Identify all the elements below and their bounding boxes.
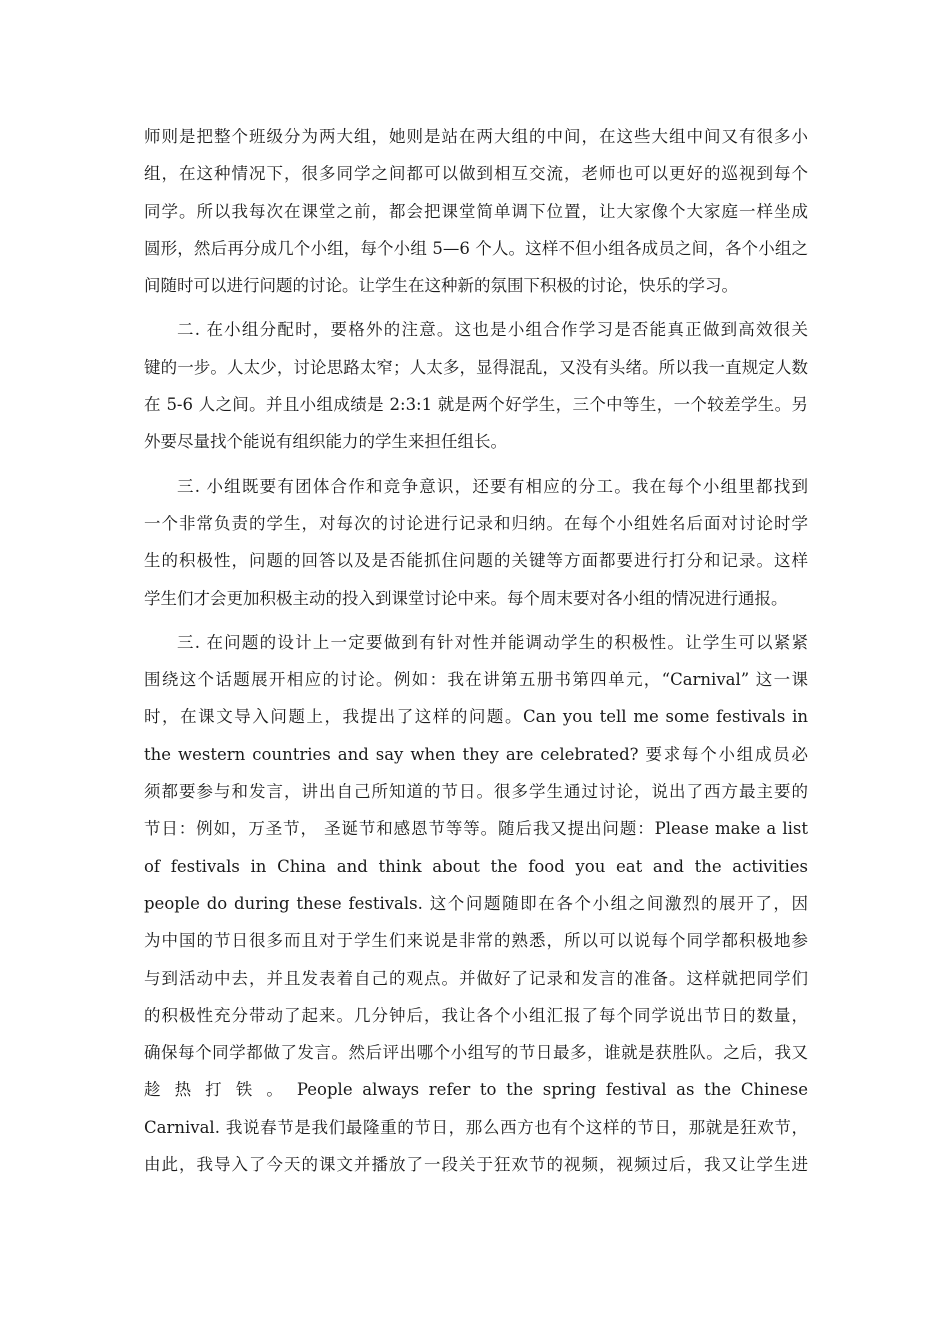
text-line: 师则是把整个班级分为两大组，她则是站在两大组的中间，在这些大组中间又有很多小: [144, 127, 808, 146]
text-line: 时，在课文导入问题上，我提出了这样的问题。Can you tell me some festivals in: [144, 707, 808, 727]
text-line: 确保每个同学都做了发言。然后评出哪个小组写的节日最多，谁就是获胜队。之后，我又: [144, 1043, 808, 1063]
text-line: 键的一步。人太少，讨论思路太窄；人太多，显得混乱，又没有头绪。所以我一直规定人数: [144, 357, 808, 377]
text-line: 趁 热 打 铁 。 People always refer to the spring festival as the Chinese: [144, 1080, 808, 1100]
text-line: 一个非常负责的学生，对每次的讨论进行记录和归纳。在每个小组姓名后面对讨论时学: [144, 513, 808, 533]
text-line: 间随时可以进行问题的讨论。让学生在这种新的氛围下积极的讨论，快乐的学习。: [144, 276, 738, 296]
text-line: 三. 在问题的设计上一定要做到有针对性并能调动学生的积极性。让学生可以紧紧: [177, 632, 808, 652]
text-line: 围绕这个话题展开相应的讨论。例如：我在讲第五册书第四单元，“Carnival” 这一课: [144, 670, 808, 690]
text-line: the western countries and say when they are celebrated? 要求每个小组成员必: [144, 744, 808, 764]
text-line: 同学。所以我每次在课堂之前，都会把课堂简单调下位置，让大家像个大家庭一样坐成: [144, 201, 808, 221]
text-line: 圆形，然后再分成几个小组，每个小组 5—6 个人。这样不但小组各成员之间，各个小组之: [144, 238, 808, 258]
text-line: 须都要参与和发言，讲出自己所知道的节日。很多学生通过讨论，说出了西方最主要的: [144, 782, 808, 802]
text-line: people do during these festivals. 这个问题随即在各个小组之间激烈的展开了，因: [144, 893, 808, 913]
text-line: 三. 小组既要有团体合作和竞争意识，还要有相应的分工。我在每个小组里都找到: [177, 476, 808, 496]
paragraph-2: [144, 311, 808, 460]
paragraph-4: [144, 624, 808, 1183]
text-line: of festivals in China and think about the food you eat and the activities: [144, 856, 808, 876]
text-line: 学生们才会更加积极主动的投入到课堂讨论中来。每个周末要对各小组的情况进行通报。: [144, 588, 788, 608]
text-line: 节日：例如，万圣节， 圣诞节和感恩节等等。随后我又提出问题：Please make a list: [144, 819, 808, 839]
text-line: 为中国的节日很多而且对于学生们来说是非常的熟悉，所以可以说每个同学都积极地参: [144, 931, 808, 951]
text-line: Carnival. 我说春节是我们最隆重的节日，那么西方也有个这样的节日，那就是狂欢节，: [144, 1117, 808, 1137]
text-line: 在 5-6 人之间。并且小组成绩是 2:3:1 就是两个好学生，三个中等生，一个较差学生。另: [144, 395, 808, 415]
paragraph-1: [144, 118, 808, 304]
text-line: 二. 在小组分配时，要格外的注意。这也是小组合作学习是否能真正做到高效很关: [177, 320, 808, 340]
text-line: 组，在这种情况下，很多同学之间都可以做到相互交流，老师也可以更好的巡视到每个: [144, 164, 808, 184]
document-body: [144, 118, 808, 1183]
text-line: 由此，我导入了今天的课文并播放了一段关于狂欢节的视频，视频过后，我又让学生进: [144, 1155, 808, 1175]
text-line: 的积极性充分带动了起来。几分钟后，我让各个小组汇报了每个同学说出节日的数量，: [144, 1005, 808, 1025]
text-line: 与到活动中去，并且发表着自己的观点。并做好了记录和发言的准备。这样就把同学们: [144, 968, 808, 988]
text-line: 生的积极性，问题的回答以及是否能抓住问题的关键等方面都要进行打分和记录。这样: [144, 551, 808, 571]
paragraph-3: [144, 468, 808, 617]
text-line: 外要尽量找个能说有组织能力的学生来担任组长。: [144, 432, 507, 452]
